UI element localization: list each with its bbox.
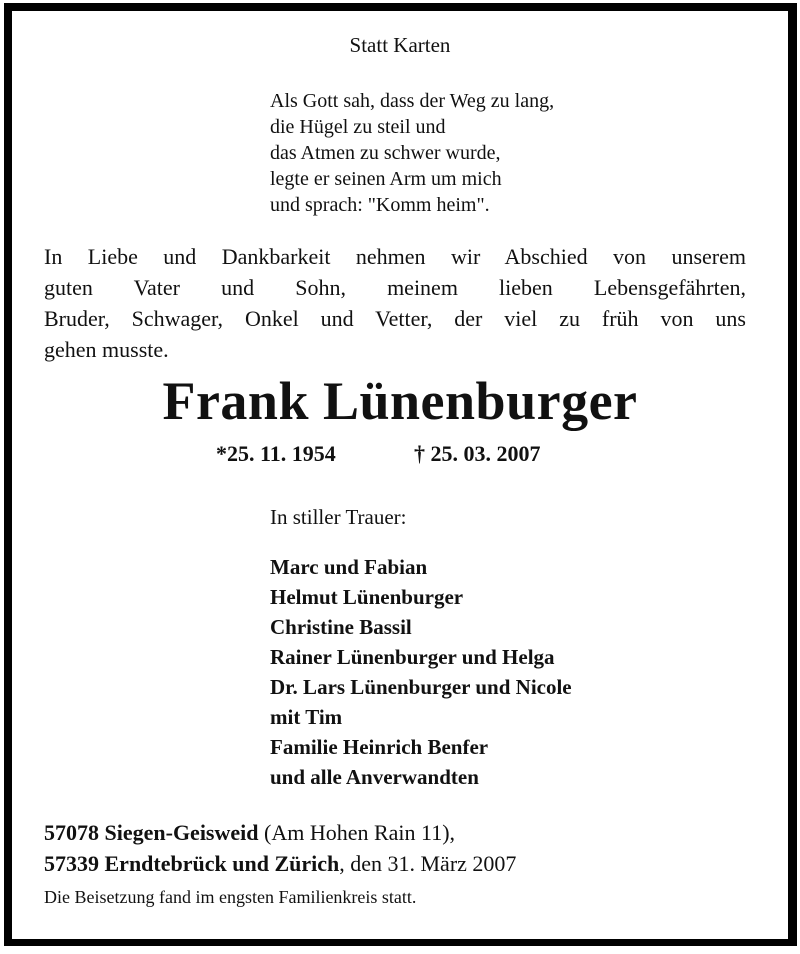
poem [270, 88, 554, 218]
mourner: Christine Bassil [270, 615, 412, 639]
mourner: und alle Anverwandten [270, 765, 479, 789]
poem-line: die Hügel zu steil und [270, 116, 446, 138]
intro-line: In Liebe und Dankbarkeit nehmen wir Abschied von unserem [44, 244, 746, 269]
birth-date: *25. 11. 1954 [216, 441, 336, 466]
mourner: Rainer Lünenburger und Helga [270, 645, 555, 669]
footer-note: Die Beisetzung fand im engsten Familienkreis statt. [44, 887, 417, 907]
header-statt-karten: Statt Karten [349, 33, 451, 57]
mourner: Familie Heinrich Benfer [270, 735, 489, 759]
trauer-label: In stiller Trauer: [270, 505, 407, 529]
poem-line: legte er seinen Arm um mich [270, 168, 502, 190]
death-date: † 25. 03. 2007 [414, 441, 541, 466]
address-date: , den 31. März 2007 [339, 851, 517, 876]
intro-line: Bruder, Schwager, Onkel und Vetter, der viel zu früh von uns [44, 306, 746, 331]
poem-line: Als Gott sah, dass der Weg zu lang, [270, 90, 555, 112]
address-line [44, 848, 516, 879]
address-block [44, 817, 516, 879]
intro-text [44, 241, 746, 365]
intro-line: gehen musste. [44, 337, 169, 362]
intro-line: guten Vater und Sohn, meinem lieben Lebensgefährten, [44, 275, 746, 300]
address-street: (Am Hohen Rain 11), [258, 820, 456, 845]
address-city: 57339 Erndtebrück und Zürich [44, 851, 340, 876]
poem-line: und sprach: "Komm heim". [270, 194, 490, 216]
mourner: Marc und Fabian [270, 555, 428, 579]
poem-line: das Atmen zu schwer wurde, [270, 142, 501, 164]
mourner: mit Tim [270, 705, 343, 729]
address-line [44, 817, 516, 848]
mourners-list [270, 552, 572, 792]
mourner: Dr. Lars Lünenburger und Nicole [270, 675, 572, 699]
deceased-name: Frank Lünenburger [162, 371, 638, 431]
address-city: 57078 Siegen-Geisweid [44, 820, 259, 845]
mourner: Helmut Lünenburger [270, 585, 464, 609]
